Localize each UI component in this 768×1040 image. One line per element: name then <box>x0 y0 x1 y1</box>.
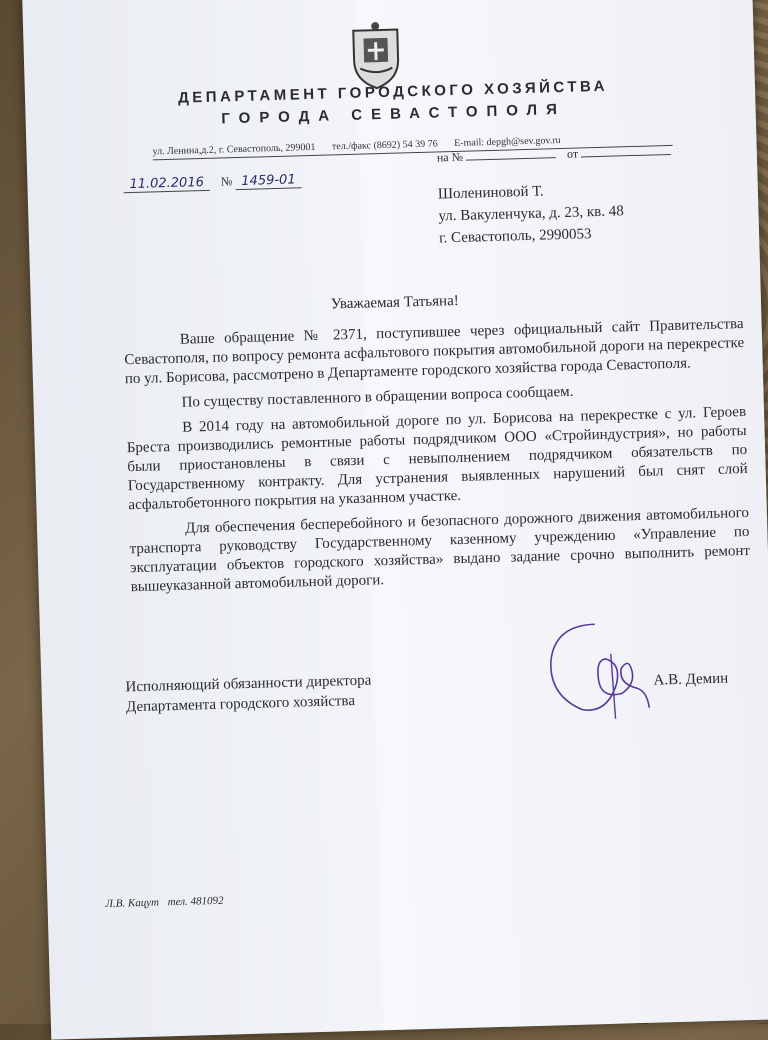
paragraph: Для обеспечения бесперебойного и безопасного дорожного движения автомобильного транспорта руководству Государственному казенному учреждению «Управление по эксплуатации объектов городского хозяйства» выдано задание срочно выполнить ремонт вышеуказанной автомобильной дороги. <box>129 504 751 596</box>
dept-title-line1: ДЕПАРТАМЕНТ ГОРОДСКОГО ХОЗЯЙСТВА <box>177 77 609 107</box>
recipient-street: ул. Вакуленчука, д. 23, кв. 48 <box>438 203 624 225</box>
phone-text: тел./факс (8692) 54 39 76 <box>331 138 438 153</box>
ot-label: от <box>566 146 579 161</box>
reference-row <box>123 172 302 192</box>
executor-name: Л.В. Кацут <box>105 896 160 911</box>
na-label: на № <box>436 149 464 165</box>
letter-sheet <box>22 0 768 1040</box>
handwritten-date: 11.02.2016 <box>123 175 210 193</box>
coat-of-arms-emblem <box>345 19 407 91</box>
signatory-title-line1: Исполняющий обязанности директора <box>125 672 372 696</box>
recipient-block <box>438 178 625 249</box>
handwritten-number: 1459-01 <box>235 172 302 190</box>
ot-blank <box>581 154 671 158</box>
salutation: Уважаемая Татьяна! <box>330 292 459 313</box>
email-text: E-mail: depgh@sev.gov.ru <box>453 135 561 149</box>
address-text: ул. Ленина,д.2, г. Севастополь, 299001 <box>152 141 316 158</box>
letter-body <box>124 315 751 603</box>
dept-title-line2: ГОРОДА СЕВАСТОПОЛЯ <box>221 100 567 128</box>
recipient-name: Шолениновой Т. <box>437 183 544 203</box>
signatory-title <box>125 671 372 718</box>
recipient-city: г. Севастополь, 2990053 <box>438 226 592 247</box>
number-label: № <box>220 174 233 189</box>
executor-phone: тел. 481092 <box>167 894 224 909</box>
paragraph: По существу поставленного в обращении вопроса сообщаем. <box>181 383 574 411</box>
executor-footer <box>105 895 223 910</box>
signatory-name: А.В. Демин <box>653 670 729 689</box>
department-title <box>143 75 644 133</box>
paragraph: В 2014 году на автомобильной дороге по ул. Борисова на перекрестке с ул. Героев Бреста производились ремонтные работы подрядчиком ООО «Стройиндустрия», но работы были приостановлены в связи с невыполнением подрядчиком обязательств по Государственному контракту. Для устранения выявленных нарушений был снят слой асфальтобетонного покрытия на указанном участке. <box>126 403 748 514</box>
paragraph: Ваше обращение № 2371, поступившее через официальный сайт Правительства Севастополя, по вопросу ремонта асфальтового покрытия автомобильной дороги на перекрестке по ул. Борисова, рассмотрено в Департаменте городского хозяйства города Севастополя. <box>124 315 745 388</box>
signatory-title-line2: Департамента городского хозяйства <box>125 692 356 716</box>
na-blank <box>466 157 556 161</box>
handwritten-signature <box>535 613 658 726</box>
